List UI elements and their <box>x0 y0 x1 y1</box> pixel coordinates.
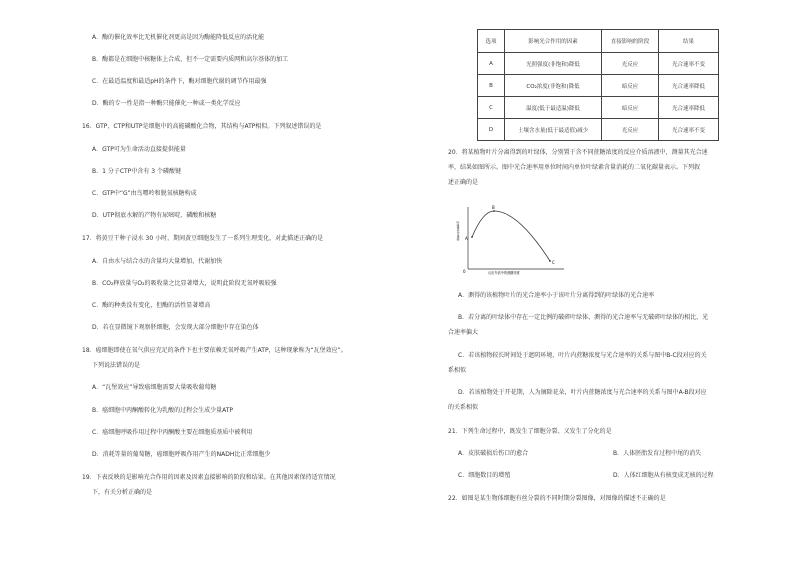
table-header: 结果 <box>659 30 719 53</box>
q16-option-b: B．1 分子CTP中含有 3 个磷酸键 <box>92 168 181 175</box>
y-axis-label: 叶绿体光合速率 <box>456 221 460 241</box>
q21-stem: 21．下列生命过程中，既发生了细胞分裂、又发生了分化的是 <box>448 428 612 435</box>
table-cell: 光反应 <box>602 119 659 141</box>
q15-option-a: A．酶的催化效率比无机催化剂更高是因为酶能降低反应的活化能 <box>92 34 265 41</box>
table-cell: 光照强度(非饱和)降低 <box>505 53 602 75</box>
q17-option-d: D．若在显微镜下观察胚细胞，会发现大部分细胞中存在染色体 <box>92 324 259 331</box>
table-cell: CO₂浓度(非饱和)降低 <box>505 75 602 97</box>
q20-option-d-line1: D．若该植物处于开花期，人为摘除花朵，叶片内蔗糖浓度与光合速率的关系与图中A-B段对应 <box>458 389 707 396</box>
table-cell: D <box>478 119 505 141</box>
q15-option-d: D．酶的专一性是指一种酶只能催化一种或一类化学反应 <box>92 100 241 107</box>
q20-option-a: A．测得的该植物叶片的光合速率小于该叶片分离得到的叶绿体的光合速率 <box>458 292 655 299</box>
q21-option-a: A．皮肤破损后伤口的愈合 <box>458 450 529 457</box>
q20-stem-line3: 述正确的是 <box>448 179 479 186</box>
curve-point-a <box>471 236 473 238</box>
q17-option-a: A．自由水与结合水的含量均大量增加，代谢加快 <box>92 258 223 265</box>
q19-stem-line1: 19．下表反映的是影响光合作用的因素及因素直接影响的阶段和结果。在其他因素保持适宜情况 <box>82 474 336 481</box>
curve-point-b <box>493 210 495 212</box>
q16-stem: 16．GTP、CTP和UTP是细胞中的高能磷酸化合物，其结构与ATP相似。下列叙述错误的是 <box>82 123 322 130</box>
q17-option-c: C．酶的种类没有变化，但酶的活性显著增高 <box>92 302 211 309</box>
q22-stem: 22．如图是某生物体细胞有丝分裂的不同时期分裂图像，对图像的描述不正确的是 <box>448 495 666 502</box>
table-cell: C <box>478 97 505 119</box>
table-header: 影响光合作用的因素 <box>505 30 602 53</box>
q20-stem-line1: 20．将某植物叶片分离得到的叶绿体，分别置于含不同蔗糖浓度的反应介质溶液中，测量其光合速 <box>448 149 708 156</box>
table-row <box>478 119 719 141</box>
q15-option-b: B．酶都是在细胞中核糖体上合成，但不一定需要内质网和高尔基体的加工 <box>92 56 289 63</box>
table-cell: 暗反应 <box>602 97 659 119</box>
q18-option-b: B．癌细胞中丙酮酸转化为乳酸的过程会生成少量ATP <box>92 407 234 414</box>
table-cell: 光反应 <box>602 53 659 75</box>
q16-option-d: D．UTP彻底水解的产物有尿嘧啶、磷酸和核糖 <box>92 212 217 219</box>
q16-option-a: A．GTP可为生命活动直接提供能量 <box>92 146 186 153</box>
q18-stem-line2: 下列说法错误的是 <box>92 362 141 369</box>
table-cell: 光合速率不变 <box>659 119 719 141</box>
q18-option-d: D．消耗等量的葡萄糖，癌细胞呼吸作用产生的NADH比正常细胞少 <box>92 451 271 458</box>
q20-option-d-line2: 的关系相似 <box>448 404 479 411</box>
table-cell: 土壤含水量(低于最适值)减少 <box>505 119 602 141</box>
table-cell: 温度(低于最适温)降低 <box>505 97 602 119</box>
label-c: C <box>552 260 555 265</box>
table-row <box>478 53 719 75</box>
q20-stem-line2: 率，结果如图所示。图中光合速率用单位时间内单位叶绿素含量消耗的二氧化碳量表示。下列叙 <box>448 164 701 171</box>
curve-point-c <box>549 260 551 262</box>
q21-option-d: D．人体红细胞从有核变成无核的过程 <box>613 472 714 479</box>
table-header: 选项 <box>478 30 505 53</box>
table-cell: B <box>478 75 505 97</box>
q21-option-c: C．细胞数目的增殖 <box>458 472 511 479</box>
origin-label: 0 <box>463 269 466 274</box>
factor-table <box>477 29 719 141</box>
table-cell: 光合速率降低 <box>659 75 719 97</box>
table-cell: 暗反应 <box>602 75 659 97</box>
table-cell: 光合速率不变 <box>659 53 719 75</box>
table-header-row <box>478 30 719 53</box>
x-axis-label: 反应介质中的蔗糖浓度 <box>488 271 520 275</box>
q21-option-b: B．人体胚胎发育过程中尾的消失 <box>613 450 702 457</box>
q19-stem-line2: 下，有关分析正确的是 <box>92 489 153 496</box>
table-row <box>478 75 719 97</box>
sucrose-photosynthesis-graph <box>458 203 568 275</box>
q20-option-b-line2: 合速率偏大 <box>448 329 479 336</box>
q20-option-b-line1: B．若分离的叶绿体中存在一定比例的破碎叶绿体，测得的光合速率与无破碎叶绿体的相比，光 <box>458 314 709 321</box>
label-a: A <box>465 236 468 241</box>
q20-option-c-line1: C．若该植物较长时间处于遮阴环境，叶片内蔗糖浓度与光合速率的关系与图中B-C段对应的关 <box>458 352 707 359</box>
table-row <box>478 97 719 119</box>
table-cell: 光合速率降低 <box>659 97 719 119</box>
rate-curve <box>472 211 550 261</box>
q18-option-a: A．“瓦堡效应”导致癌细胞需要大量吸收葡萄糖 <box>92 384 217 391</box>
q17-stem: 17．将黄豆干种子浸水 30 小时，期间黄豆细胞发生了一系列生理变化，对此描述正确的是 <box>82 235 324 242</box>
q18-option-c: C．癌细胞呼吸作用过程中丙酮酸主要在细胞质基质中被利用 <box>92 429 253 436</box>
table-header: 直接影响的阶段 <box>602 30 659 53</box>
table-cell: A <box>478 53 505 75</box>
q17-option-b: B．CO₂释放量与O₂的吸收量之比显著增大，说明此阶段无氧呼吸较强 <box>92 280 277 287</box>
q16-option-c: C．GTP中“G”由鸟嘌呤和脱氧核糖构成 <box>92 190 197 197</box>
q20-option-c-line2: 系相似 <box>448 367 467 374</box>
q15-option-c: C．在最适温度和最适pH的条件下，酶对细胞代谢的调节作用最强 <box>92 78 267 85</box>
label-b: B <box>492 205 495 210</box>
q18-stem-line1: 18．癌细胞即使在氧气供应充足的条件下也主要依赖无氧呼吸产生ATP，这种现象称为“瓦堡效应”。 <box>82 347 347 354</box>
